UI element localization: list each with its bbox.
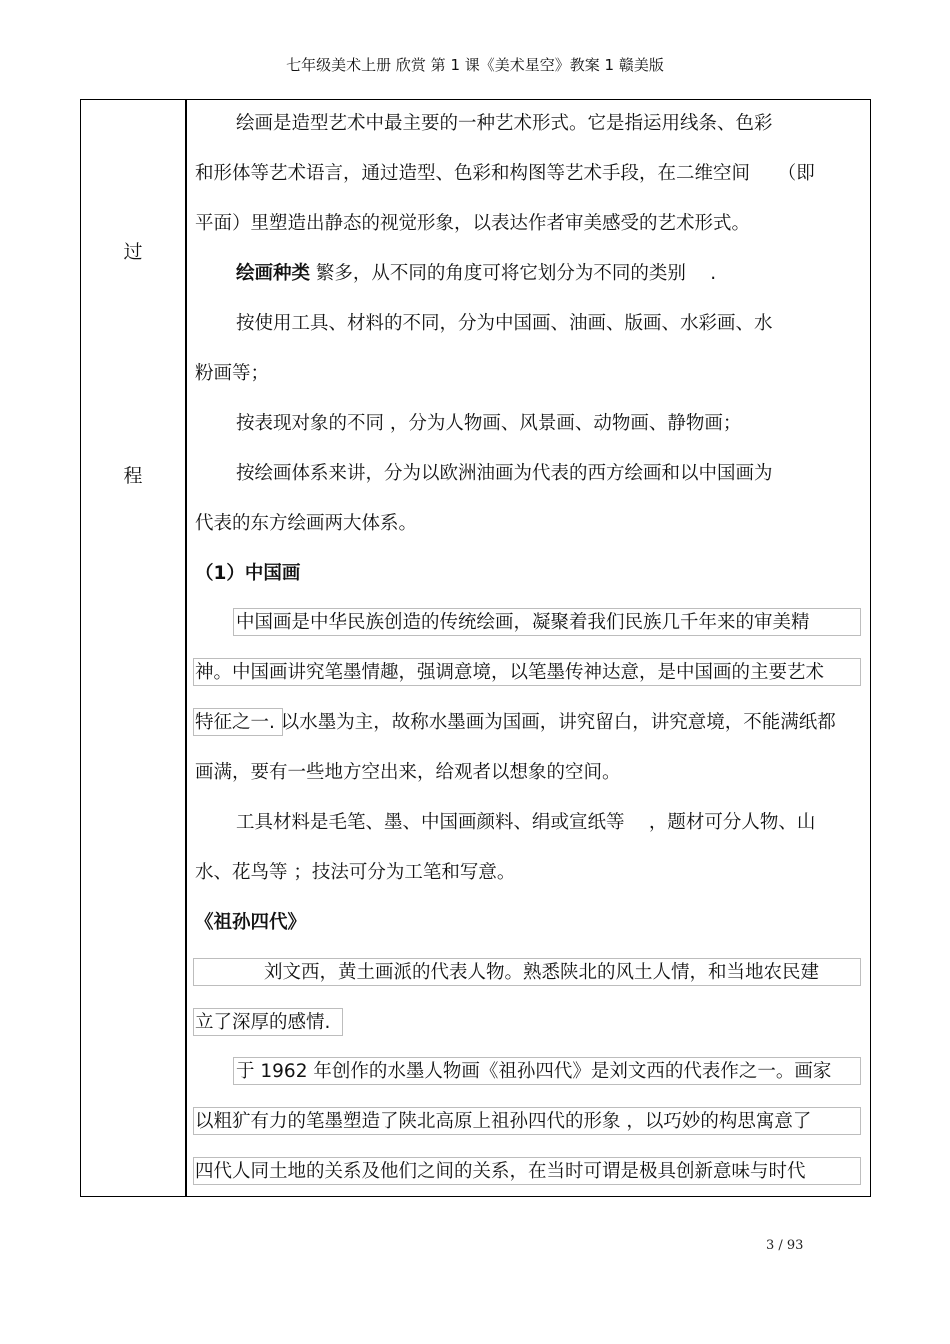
page-number: 3 / 93	[766, 1238, 804, 1253]
paragraph-text: 以水墨为主，故称水墨画为国画，讲究留白，讲究意境，不能满纸都	[274, 712, 836, 733]
paragraph-line: 画满，要有一些地方空出来，给观者以想象的空间。	[195, 762, 621, 783]
paragraph-line: 平面）里塑造出静态的视觉形象，以表达作者审美感受的艺术形式。	[195, 213, 751, 234]
paragraph-line: 粉画等；	[195, 363, 270, 384]
process-label-char-2: 程	[123, 465, 143, 487]
paragraph-line: 以粗犷有力的笔墨塑造了陕北高原上祖孙四代的形象 ，以巧妙的构思寓意了	[195, 1111, 812, 1132]
painting-types-text: 繁多，从不同的角度可将它划分为不同的类别 .	[310, 263, 717, 284]
highlighted-text: 特征之一.	[195, 712, 275, 733]
paragraph-line: 按绘画体系来讲，分为以欧洲油画为代表的西方绘画和以中国画为	[236, 463, 773, 484]
chinese-painting-heading: （1）中国画	[195, 563, 301, 584]
paragraph-line: 四代人同土地的关系及他们之间的关系，在当时可谓是极具创新意味与时代	[195, 1161, 806, 1182]
paragraph-line: 中国画是中华民族创造的传统绘画，凝聚着我们民族几千年来的审美精	[236, 612, 810, 633]
paragraph-line: 神。中国画讲究笔墨情趣，强调意境，以笔墨传神达意，是中国画的主要艺术	[195, 662, 825, 683]
page-header: 七年级美术上册 欣赏 第 1 课《美术星空》教案 1 赣美版	[286, 56, 664, 74]
artwork-title: 《祖孙四代》	[195, 912, 307, 933]
paragraph-line: 水、花鸟等 ；技法可分为工笔和写意。	[195, 862, 516, 883]
painting-types-heading: 绘画种类	[236, 263, 311, 284]
paragraph-line: 刘文西，黄土画派的代表人物。熟悉陕北的风土人情，和当地农民建	[264, 962, 820, 983]
paragraph-line: 工具材料是毛笔、墨、中国画颜料、绢或宣纸等 ，题材可分人物、山	[236, 812, 816, 833]
paragraph-line: 立了深厚的感情.	[195, 1012, 331, 1033]
paragraph-line: 于 1962 年创作的水墨人物画《祖孙四代》是刘文西的代表作之一。画家	[236, 1061, 832, 1082]
process-label-char-1: 过	[123, 241, 143, 263]
paragraph-line: 按使用工具、材料的不同，分为中国画、油画、版画、水彩画、水	[236, 313, 773, 334]
paragraph-line: 绘画是造型艺术中最主要的一种艺术形式。它是指运用线条、色彩	[236, 113, 773, 134]
paragraph-line	[195, 710, 836, 736]
paragraph-line: 代表的东方绘画两大体系。	[195, 513, 418, 534]
paragraph-line: 按表现对象的不同 ，分为人物画、风景画、动物画、静物画；	[236, 413, 742, 434]
painting-types-line	[236, 261, 716, 287]
paragraph-line: 和形体等艺术语言，通过造型、色彩和构图等艺术手段，在二维空间 （即	[195, 163, 815, 184]
